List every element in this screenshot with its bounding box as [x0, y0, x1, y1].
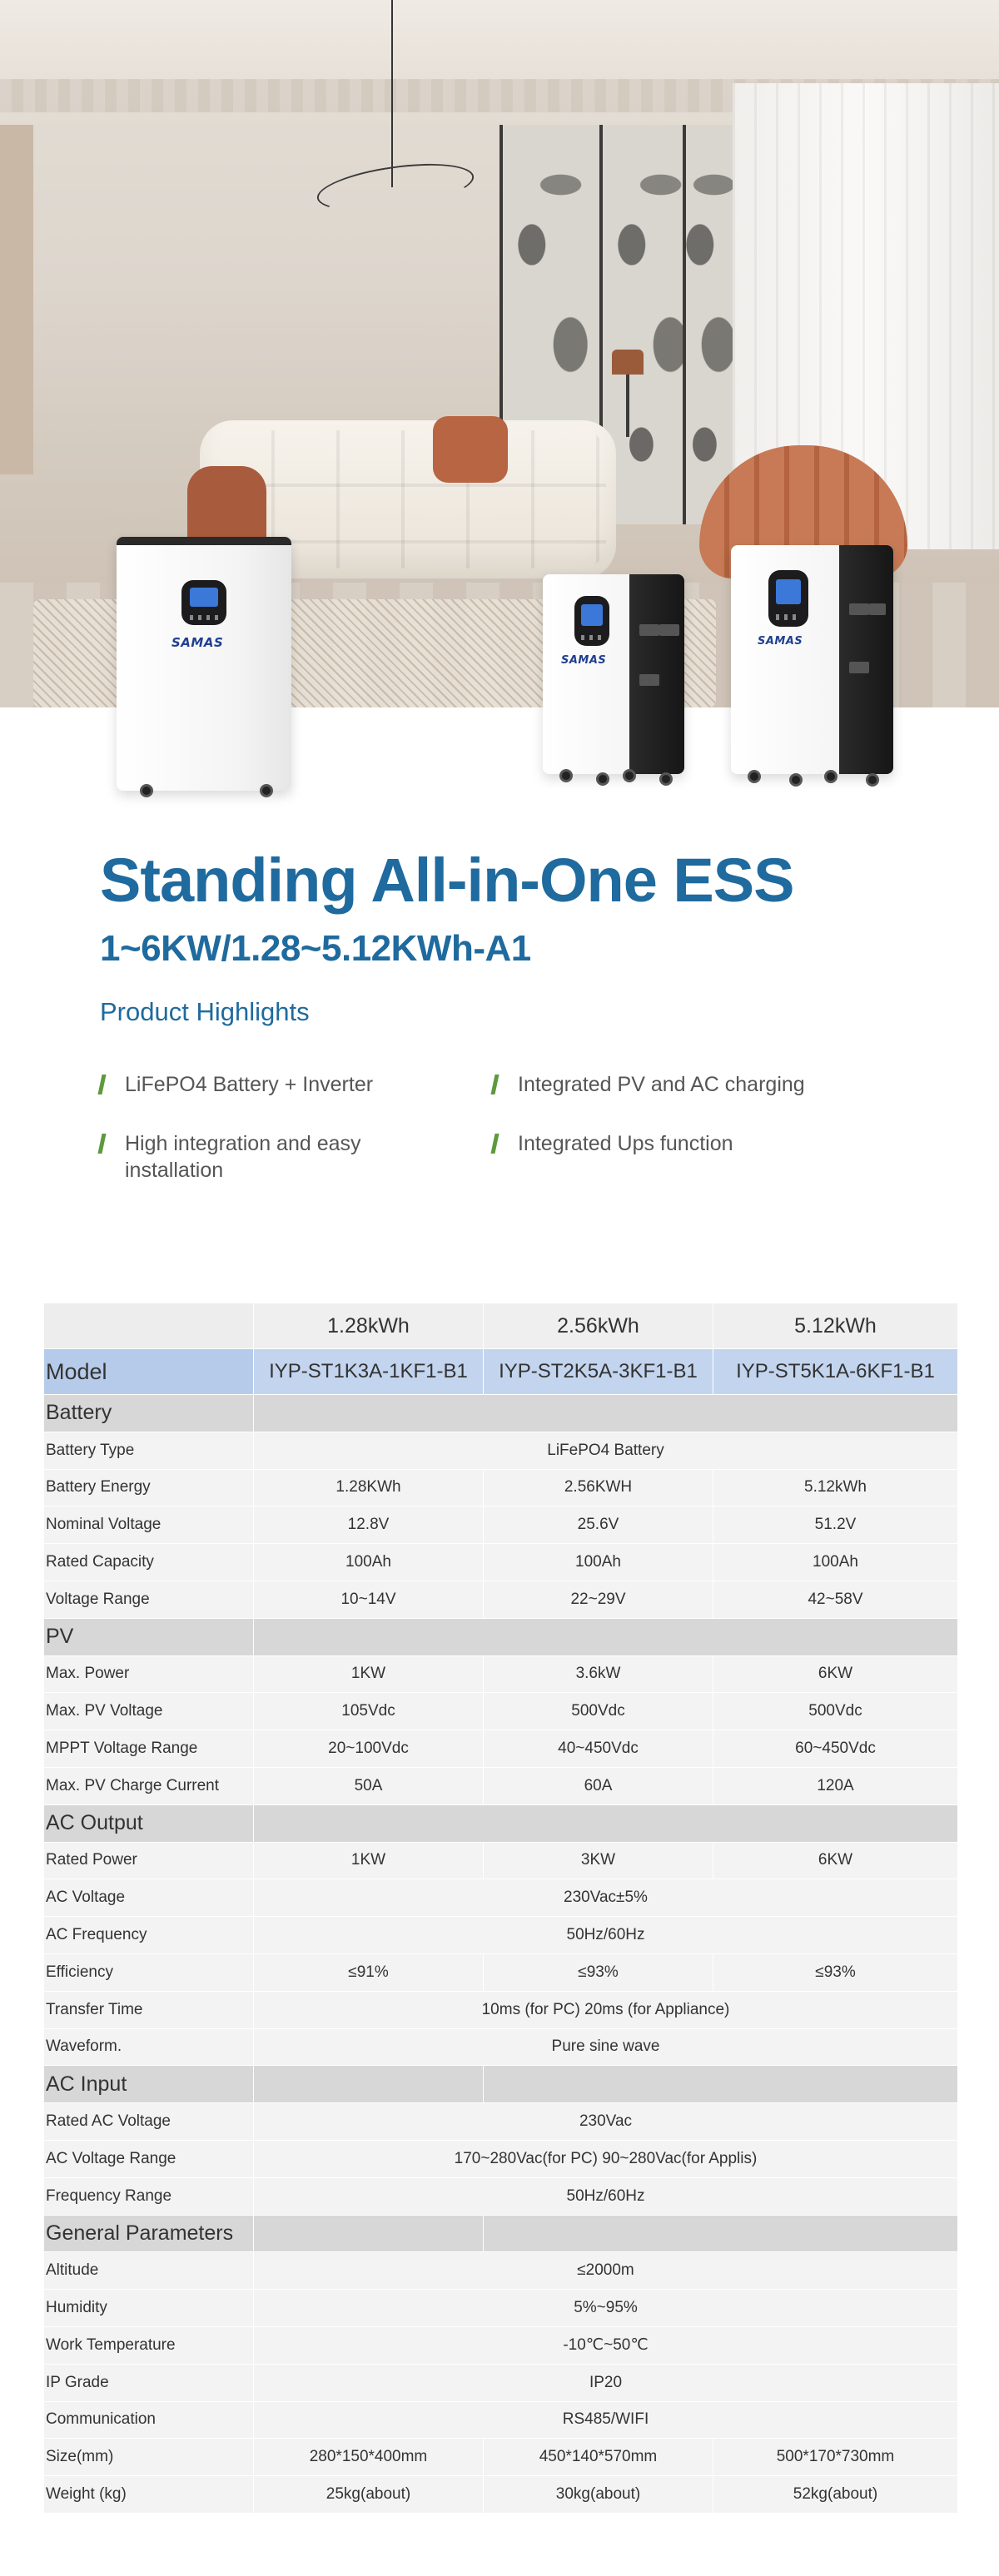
brand-logo: SAMAS: [561, 654, 607, 667]
wheel-icon: [659, 772, 673, 786]
bullet-bar-icon: [490, 1134, 499, 1154]
folding-screen-panel: [683, 125, 733, 524]
port-icon: [639, 674, 659, 686]
lcd-display-icon: [768, 570, 808, 627]
table-row: Rated Capacity 100Ah 100Ah 100Ah: [44, 1544, 958, 1581]
table-row: Max. Power 1KW 3.6kW 6KW: [44, 1655, 958, 1693]
wheel-icon: [789, 773, 803, 787]
table-row: Altitude ≤2000m: [44, 2252, 958, 2290]
table-row: Efficiency ≤91% ≤93% ≤93%: [44, 1953, 958, 1991]
model-name: IYP-ST1K3A-1KF1-B1: [254, 1349, 484, 1395]
table-row: Frequency Range 50Hz/60Hz: [44, 2177, 958, 2215]
port-icon: [659, 624, 679, 636]
table-row: Battery Energy 1.28KWh 2.56KWH 5.12kWh: [44, 1469, 958, 1506]
table-row: AC Voltage 230Vac±5%: [44, 1879, 958, 1917]
table-row: AC Voltage Range 170~280Vac(for PC) 90~280Vac(for Applis): [44, 2140, 958, 2177]
wheel-icon: [260, 784, 273, 797]
table-row: IP Grade IP20: [44, 2364, 958, 2401]
product-unit-medium: [543, 574, 684, 774]
brand-logo: SAMAS: [171, 635, 224, 650]
highlight-item: High integration and easy installation: [100, 1130, 458, 1184]
table-row: Humidity 5%~95%: [44, 2290, 958, 2327]
capacity-header: 2.56kWh: [484, 1303, 713, 1349]
bullet-bar-icon: [97, 1075, 106, 1094]
table-row-model: Model IYP-ST1K3A-1KF1-B1 IYP-ST2K5A-3KF1-B1 IYP-ST5K1A-6KF1-B1: [44, 1349, 958, 1395]
table-row: Voltage Range 10~14V 22~29V 42~58V: [44, 1581, 958, 1618]
page-subtitle: 1~6KW/1.28~5.12KWh-A1: [100, 928, 531, 969]
model-name: IYP-ST2K5A-3KF1-B1: [484, 1349, 713, 1395]
table-row: Rated AC Voltage 230Vac: [44, 2103, 958, 2141]
table-section-general: General Parameters: [44, 2215, 958, 2252]
bullet-bar-icon: [97, 1134, 106, 1154]
table-section-ac-input: AC Input: [44, 2066, 958, 2103]
hero-banner: [0, 0, 999, 816]
port-icon: [849, 603, 869, 615]
table-row: Transfer Time 10ms (for PC) 20ms (for Appliance): [44, 1991, 958, 2028]
page-title: Standing All-in-One ESS: [100, 846, 794, 915]
port-icon: [639, 624, 659, 636]
table-section-battery: Battery: [44, 1395, 958, 1432]
lcd-display-icon: [574, 596, 609, 646]
wheel-icon: [623, 769, 636, 782]
model-name: IYP-ST5K1A-6KF1-B1: [713, 1349, 958, 1395]
table-row: Rated Power 1KW 3KW 6KW: [44, 1842, 958, 1879]
product-unit-small: [731, 545, 893, 774]
table-row: Work Temperature -10℃~50℃: [44, 2326, 958, 2364]
port-icon: [849, 662, 869, 673]
table-row: Battery Type LiFePO4 Battery: [44, 1432, 958, 1469]
table-row: Waveform. Pure sine wave: [44, 2028, 958, 2066]
highlights-heading: Product Highlights: [100, 997, 310, 1026]
table-row: Communication RS485/WIFI: [44, 2401, 958, 2439]
table-row: Nominal Voltage 12.8V 25.6V 51.2V: [44, 1506, 958, 1544]
wheel-icon: [559, 769, 573, 782]
brand-logo: SAMAS: [758, 635, 803, 648]
capacity-header: 5.12kWh: [713, 1303, 958, 1349]
side-lamp: [612, 350, 644, 375]
table-row: Size(mm) 280*150*400mm 450*140*570mm 500*170*730mm: [44, 2439, 958, 2476]
table-header-row: [44, 1303, 958, 1349]
spec-table: [43, 1303, 958, 2514]
wheel-icon: [824, 770, 837, 783]
capacity-header: 1.28kWh: [254, 1303, 484, 1349]
table-row: MPPT Voltage Range 20~100Vdc 40~450Vdc 60~450Vdc: [44, 1730, 958, 1768]
wheel-icon: [596, 772, 609, 786]
wheel-icon: [140, 784, 153, 797]
wheel-icon: [748, 770, 761, 783]
table-section-pv: PV: [44, 1618, 958, 1655]
lcd-display-icon: [181, 580, 226, 625]
table-row: AC Frequency 50Hz/60Hz: [44, 1917, 958, 1954]
table-row: Max. PV Voltage 105Vdc 500Vdc 500Vdc: [44, 1693, 958, 1730]
product-unit-large: [117, 537, 291, 791]
pendant-lamp: [314, 156, 476, 219]
wheel-icon: [866, 773, 879, 787]
bullet-bar-icon: [490, 1075, 499, 1094]
table-row: Weight (kg) 25kg(about) 30kg(about) 52kg(about): [44, 2476, 958, 2514]
table-row: Max. PV Charge Current 50A 60A 120A: [44, 1767, 958, 1804]
port-icon: [869, 603, 886, 615]
table-section-ac-output: AC Output: [44, 1804, 958, 1842]
